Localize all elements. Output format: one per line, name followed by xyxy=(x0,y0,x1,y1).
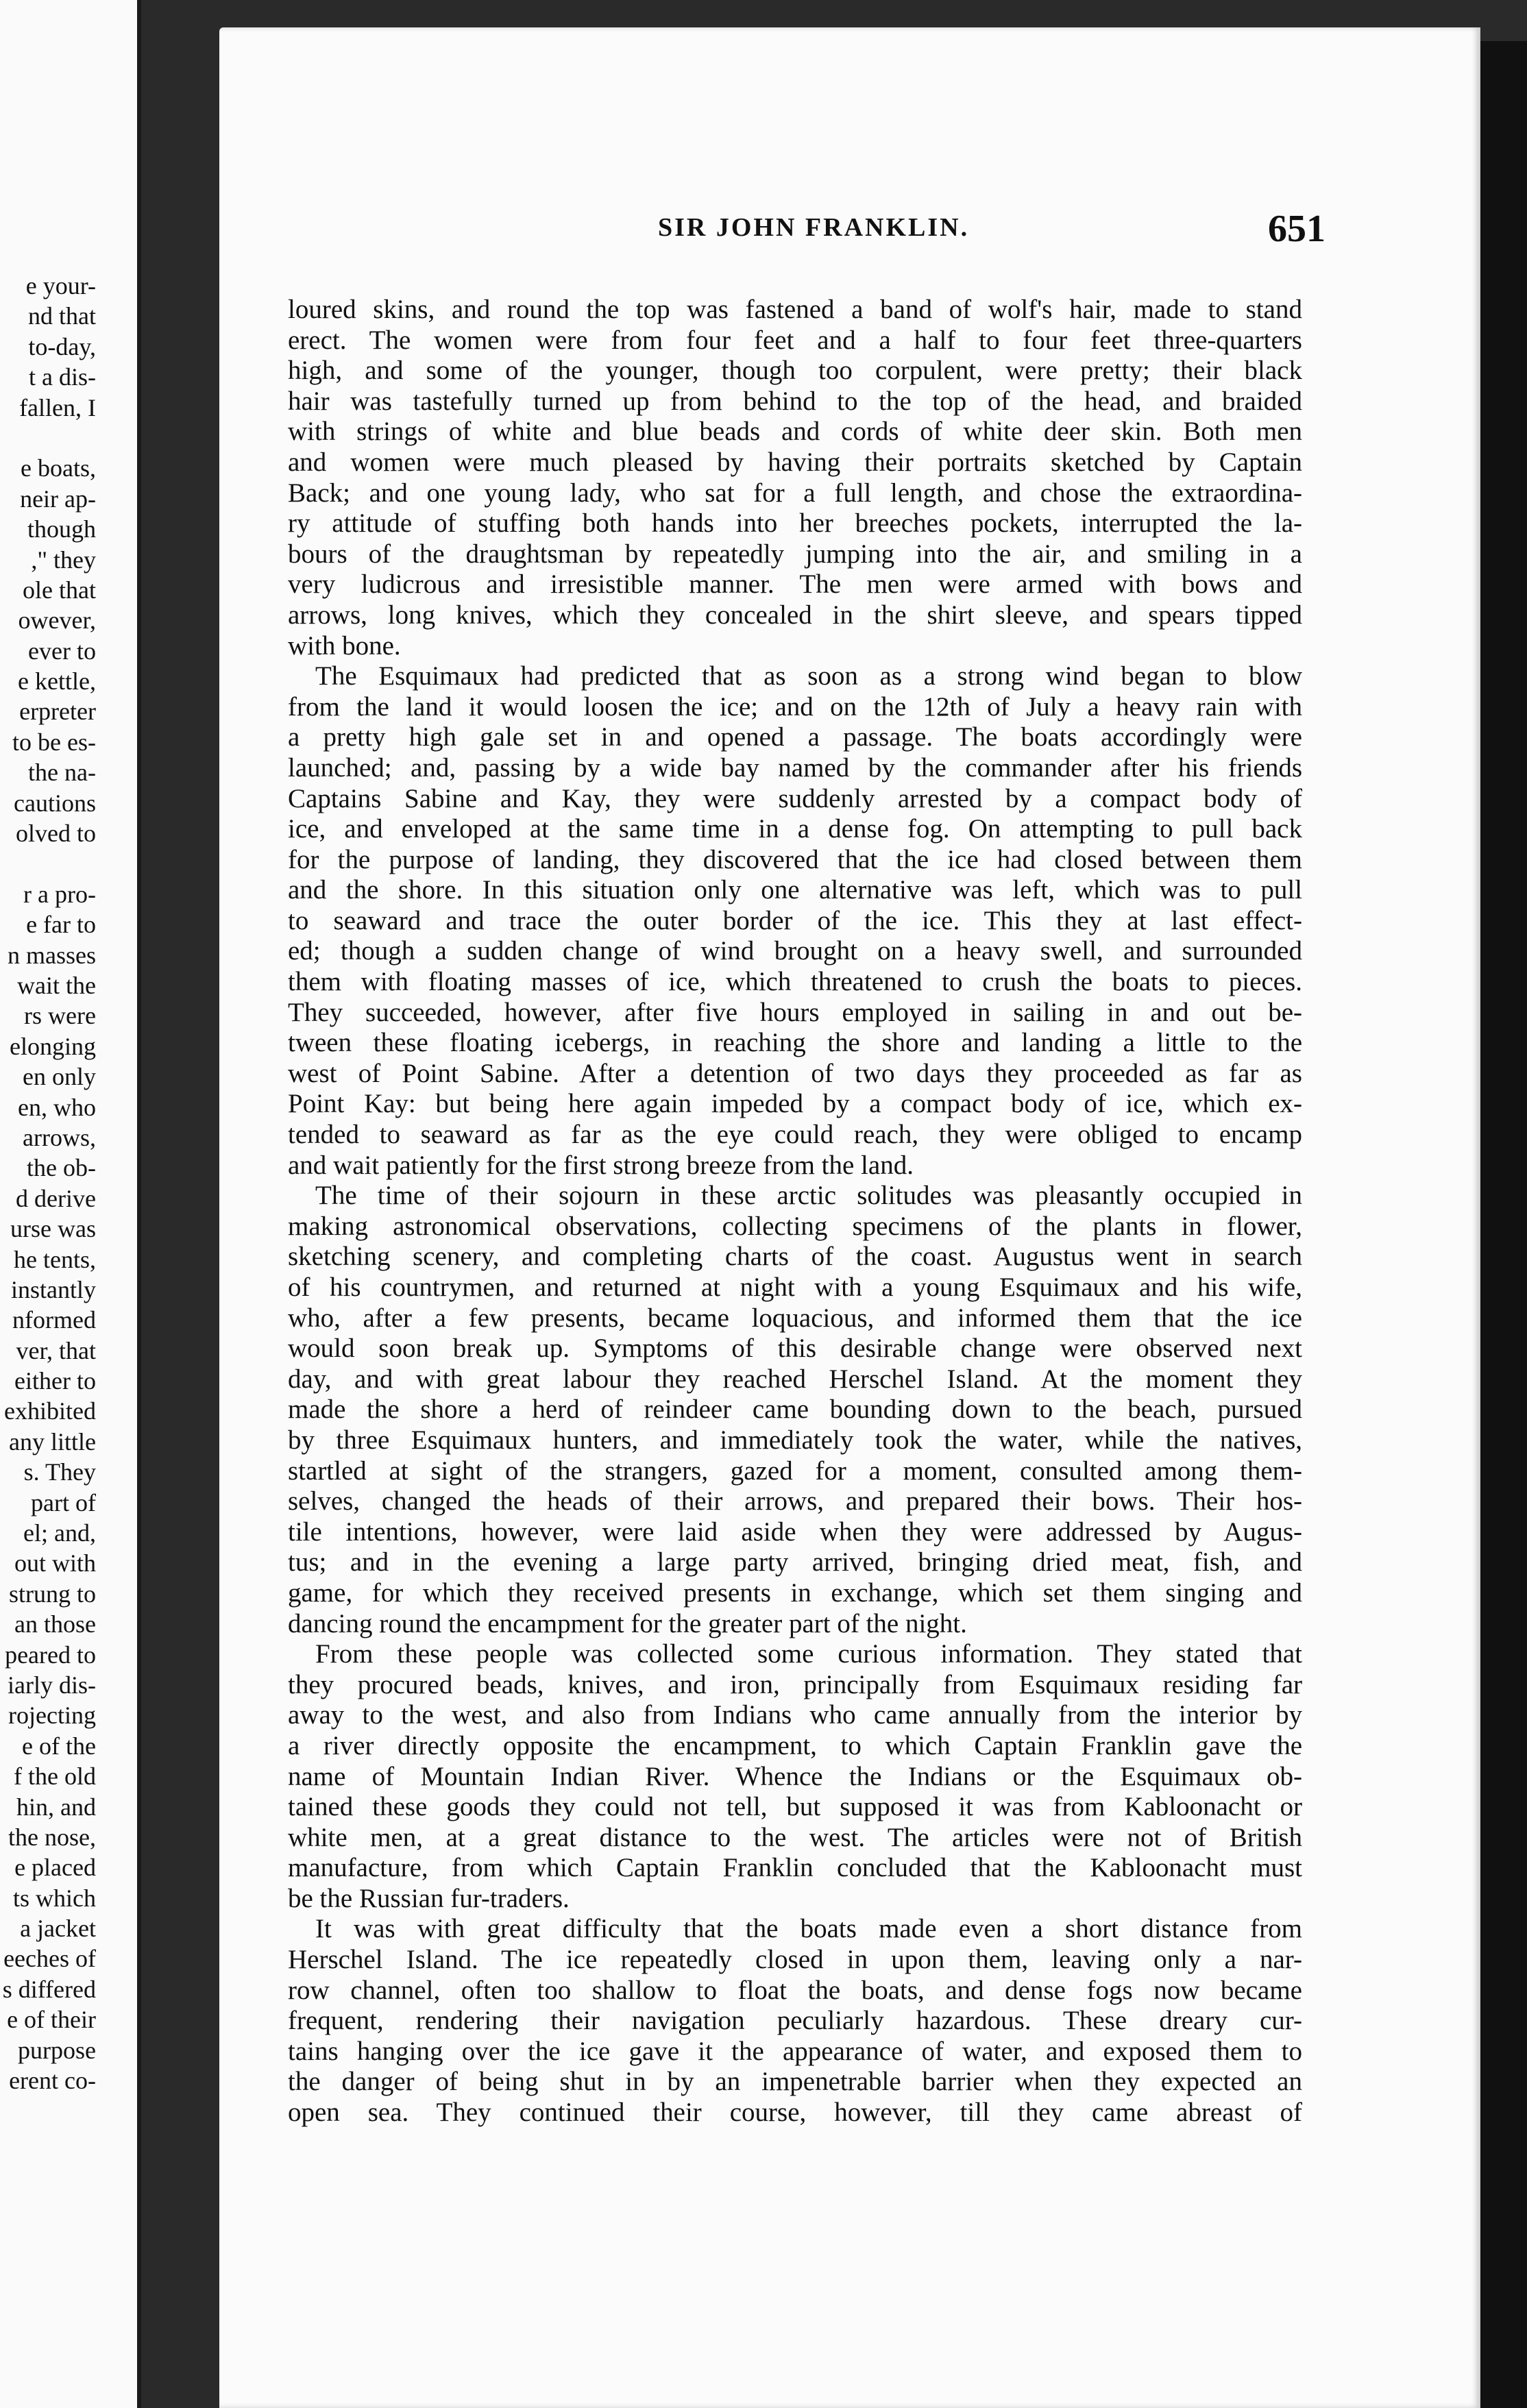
left-page-line: ole that xyxy=(23,576,96,604)
left-page-line: he tents, xyxy=(14,1245,96,1273)
left-page-line: owever, xyxy=(18,606,96,635)
text-line: selves, changed the heads of their arrows, and prepared their bows. Their hos- xyxy=(288,1486,1302,1516)
text-line: white men, at a great distance to the west. The articles were not of British xyxy=(288,1822,1302,1852)
text-line: Point Kay: but being here again impeded by a compact body of ice, which ex- xyxy=(288,1089,1302,1119)
text-line: frequent, rendering their navigation peculiarly hazardous. These dreary cur- xyxy=(288,2006,1302,2036)
left-page-line: erent co- xyxy=(9,2067,96,2095)
left-page-line: a jacket xyxy=(20,1915,96,1943)
text-line: launched; and, passing by a wide bay named by the commander after his friends xyxy=(288,752,1302,783)
text-line: who, after a few presents, became loquacious, and informed them that the ice xyxy=(288,1303,1302,1333)
left-page-line: ver, that xyxy=(16,1336,96,1364)
left-page-fragment xyxy=(0,0,141,2408)
left-page-line: e your- xyxy=(25,272,96,299)
text-line: Back; and one young lady, who sat for a full length, and chose the extraordina- xyxy=(288,478,1302,508)
text-line: bours of the draughtsman by repeatedly jumping into the air, and smiling in a xyxy=(288,539,1302,569)
book-edge xyxy=(1480,41,1527,2408)
text-line: tile intentions, however, were laid aside when they were addressed by Augus- xyxy=(288,1516,1302,1547)
left-page-line: rs were xyxy=(24,1002,96,1030)
left-page-line: s differed xyxy=(2,1975,96,2003)
text-line: a pretty high gale set in and opened a passage. The boats accordingly were xyxy=(288,722,1302,752)
page xyxy=(219,27,1480,2408)
left-page-line: though xyxy=(27,515,96,543)
left-page-line: exhibited xyxy=(4,1397,96,1425)
text-line: manufacture, from which Captain Franklin concluded that the Kabloonacht must xyxy=(288,1853,1302,1883)
left-page-line: either to xyxy=(14,1367,96,1395)
left-page-line: the na- xyxy=(28,759,96,787)
text-line: arrows, long knives, which they concealed in the shirt sleeve, and spears tipped xyxy=(288,600,1302,630)
text-line: sketching scenery, and completing charts of the coast. Augustus went in search xyxy=(288,1242,1302,1272)
text-line: row channel, often too shallow to float the boats, and dense fogs now became xyxy=(288,1975,1302,2005)
left-page-line: any little xyxy=(9,1427,96,1455)
text-line: dancing round the encampment for the greater part of the night. xyxy=(288,1608,967,1638)
left-page-line xyxy=(0,423,96,453)
running-title: SIR JOHN FRANKLIN. xyxy=(658,213,970,242)
text-line: made the shore a herd of reindeer came bounding down to the beach, pursued xyxy=(288,1395,1302,1425)
left-page-line: ts which xyxy=(13,1884,96,1912)
left-page-line xyxy=(0,848,96,879)
left-page-line: f the old xyxy=(14,1762,96,1791)
left-page-line: the ob- xyxy=(27,1154,96,1182)
text-line: be the Russian fur-traders. xyxy=(288,1883,570,1913)
left-page-line: s. They xyxy=(23,1458,96,1486)
text-line: tended to seaward as far as the eye could reach, they were obliged to encamp xyxy=(288,1120,1302,1150)
left-page-line: e boats, xyxy=(21,454,96,482)
left-page-line: the nose, xyxy=(8,1823,96,1851)
left-page-line: out with xyxy=(14,1549,96,1577)
left-page-line: ever to xyxy=(28,637,96,665)
text-line: day, and with great labour they reached Herschel Island. At the moment they xyxy=(288,1364,1302,1394)
left-page-line: elonging xyxy=(10,1032,96,1060)
text-line: would soon break up. Symptoms of this desirable change were observed next xyxy=(288,1334,1302,1364)
text-line: and wait patiently for the first strong breeze from the land. xyxy=(288,1150,914,1180)
left-page-line: arrows, xyxy=(23,1123,96,1151)
left-page-line: urse was xyxy=(10,1215,96,1243)
left-page-line: iarly dis- xyxy=(8,1671,96,1699)
text-line: away to the west, and also from Indians who came annually from the interior by xyxy=(288,1700,1302,1730)
left-page-line: fallen, I xyxy=(19,393,96,421)
text-line: and women were much pleased by having their portraits sketched by Captain xyxy=(288,447,1302,477)
left-page-line: nformed xyxy=(12,1306,96,1334)
text-line: very ludicrous and irresistible manner. The men were armed with bows and xyxy=(288,569,1302,600)
left-page-line: r a pro- xyxy=(23,880,96,908)
left-page-line: n masses xyxy=(8,941,96,969)
text-line: by three Esquimaux hunters, and immediately took the water, while the natives, xyxy=(288,1425,1302,1455)
left-page-line: erpreter xyxy=(19,698,96,726)
text-line: to seaward and trace the outer border of the ice. This they at last effect- xyxy=(288,905,1302,935)
left-page-column xyxy=(0,271,96,2096)
text-line: they procured beads, knives, and iron, principally from Esquimaux residing far xyxy=(288,1669,1302,1699)
body-text xyxy=(288,295,1302,2128)
left-page-line: purpose xyxy=(18,2036,96,2064)
left-page-line: to-day, xyxy=(28,332,96,360)
left-page-line: e placed xyxy=(14,1854,96,1882)
left-page-line: e of the xyxy=(22,1732,96,1760)
left-page-line: nd that xyxy=(28,302,96,330)
text-line: with bone. xyxy=(288,630,401,661)
text-line: of his countrymen, and returned at night with a young Esquimaux and his wife, xyxy=(288,1273,1302,1302)
text-line: The time of their sojourn in these arctic solitudes was pleasantly occupied in xyxy=(315,1181,1302,1211)
page-number: 651 xyxy=(1268,208,1326,250)
left-page-line: olved to xyxy=(16,820,96,848)
left-page-line: e of their xyxy=(7,2006,96,2034)
left-page-line: instantly xyxy=(11,1275,96,1303)
left-page-line: en, who xyxy=(18,1093,96,1121)
text-line: tains hanging over the ice gave it the appearance of water, and exposed them to xyxy=(288,2036,1302,2066)
text-line: from the land it would loosen the ice; and on the 12th of July a heavy rain with xyxy=(288,691,1302,722)
text-line: a river directly opposite the encampment, to which Captain Franklin gave the xyxy=(288,1730,1302,1760)
text-line: high, and some of the younger, though too corpulent, were pretty; their black xyxy=(288,356,1302,386)
left-page-line: en only xyxy=(23,1063,96,1091)
text-line: west of Point Sabine. After a detention of two days they proceeded as far as xyxy=(288,1058,1302,1088)
text-line: startled at sight of the strangers, gazed for a moment, consulted among them- xyxy=(288,1455,1302,1486)
text-line: and the shore. In this situation only one alternative was left, which was to pull xyxy=(288,875,1302,905)
page-header xyxy=(219,208,1480,254)
text-line: They succeeded, however, after five hours employed in sailing in and out be- xyxy=(288,997,1302,1027)
left-page-line: t a dis- xyxy=(29,363,96,391)
left-page-line: rojecting xyxy=(8,1701,96,1730)
left-page-line: e kettle, xyxy=(18,667,96,696)
left-page-line: neir ap- xyxy=(20,484,96,513)
left-page-line: cautions xyxy=(14,789,96,817)
left-page-line: strung to xyxy=(8,1580,96,1608)
left-page-line: to be es- xyxy=(12,728,96,756)
text-line: tus; and in the evening a large party arrived, bringing dried meat, fish, and xyxy=(288,1547,1302,1577)
text-line: open sea. They continued their course, however, till they came abreast of xyxy=(288,2098,1302,2128)
left-page-line: e far to xyxy=(26,911,96,939)
text-line: for the purpose of landing, they discovered that the ice had closed between them xyxy=(288,844,1302,874)
text-line: Captains Sabine and Kay, they were suddenly arrested by a compact body of xyxy=(288,783,1302,813)
text-line: tained these goods they could not tell, but supposed it was from Kabloonacht or xyxy=(288,1792,1302,1822)
text-line: The Esquimaux had predicted that as soon as a strong wind began to blow xyxy=(315,661,1302,691)
text-line: with strings of white and blue beads and cords of white deer skin. Both men xyxy=(288,417,1302,447)
text-line: the danger of being shut in by an impenetrable barrier when they expected an xyxy=(288,2067,1302,2097)
text-line: hair was tastefully turned up from behind to the top of the head, and braided xyxy=(288,386,1302,416)
left-page-line: d derive xyxy=(16,1184,96,1212)
text-line: erect. The women were from four feet and a half to four feet three-quarters xyxy=(288,325,1302,355)
left-page-line: an those xyxy=(14,1610,96,1638)
text-line: making astronomical observations, collecting specimens of the plants in flower, xyxy=(288,1211,1302,1241)
left-page-line: el; and, xyxy=(23,1519,96,1547)
text-line: ice, and enveloped at the same time in a dense fog. On attempting to pull back xyxy=(288,814,1302,844)
text-line: game, for which they received presents in exchange, which set them singing and xyxy=(288,1577,1302,1608)
text-line: ed; though a sudden change of wind brought on a heavy swell, and surrounded xyxy=(288,936,1302,966)
left-page-line: eeches of xyxy=(3,1945,96,1973)
text-line: name of Mountain Indian River. Whence the Indians or the Esquimaux ob- xyxy=(288,1761,1302,1791)
left-page-line: hin, and xyxy=(16,1793,96,1821)
text-line: ry attitude of stuffing both hands into her breeches pockets, interrupted the la- xyxy=(288,508,1302,539)
left-page-line: peared to xyxy=(5,1641,96,1669)
text-line: loured skins, and round the top was fastened a band of wolf's hair, made to stand xyxy=(288,295,1302,324)
text-line: tween these floating icebergs, in reaching the shore and landing a little to the xyxy=(288,1028,1302,1058)
left-page-line: wait the xyxy=(17,971,96,999)
left-page-line: ," they xyxy=(31,545,96,574)
text-line: It was with great difficulty that the boats made even a short distance from xyxy=(315,1914,1302,1944)
text-line: Herschel Island. The ice repeatedly closed in upon them, leaving only a nar- xyxy=(288,1945,1302,1975)
text-line: them with floating masses of ice, which threatened to crush the boats to pieces. xyxy=(288,967,1302,997)
left-page-line: part of xyxy=(31,1488,96,1516)
text-line: From these people was collected some curious information. They stated that xyxy=(315,1639,1302,1669)
